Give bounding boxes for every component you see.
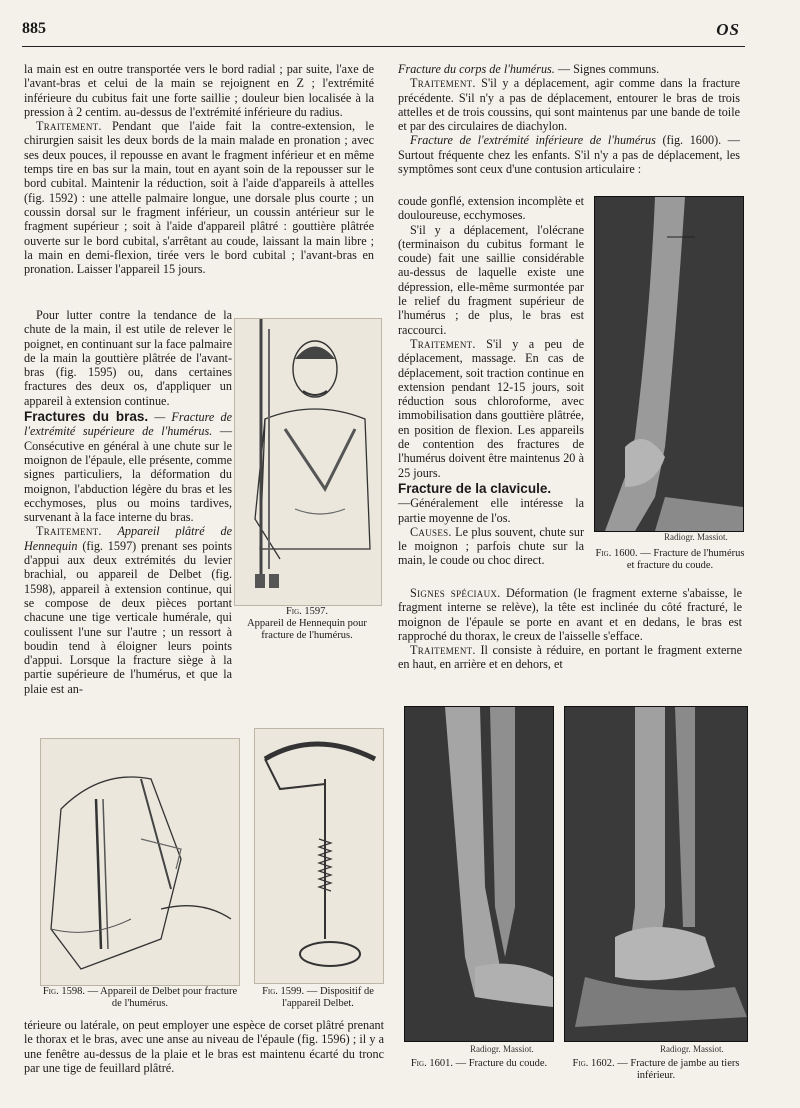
- section-label: Traitement.: [36, 524, 102, 539]
- figure-1599-illustration: [254, 728, 384, 984]
- paragraph-text: S'il y a peu de déplacement, massage. En cas de déplacement, soit traction continue en extension pendant 12-15 jours, soit réduction sous chloroforme, avec immobilisation dans gouttière plâtrée, en position de flexion. Les appareils de contention des fractures de l'humérus doivent être maintenus 20 à 25 jours.: [398, 336, 584, 480]
- figure-number: Fig. 1602.: [572, 1058, 615, 1069]
- section-label: Causes.: [410, 524, 452, 539]
- paragraph: [24, 119, 374, 276]
- paragraph: [398, 525, 584, 568]
- paragraph-text: Déformation (le fragment externe s'abaisse, le fragment interne se relève), la tête est inclinée du côté fracturé, le moignon de l'épaule se porte en avant et en dedans, le bras est rapproché du thorax, le creux de l'aisselle s'efface.: [398, 586, 742, 643]
- paragraph-text: Le plus souvent, chute sur le moignon ; parfois chute sur la main, le coude ou choc direct.: [398, 524, 584, 568]
- figure-1602-radiograph: [564, 706, 748, 1042]
- paragraph: [398, 76, 740, 133]
- leg-fracture-xray-image: [565, 707, 747, 1041]
- right-column-top: [398, 62, 740, 176]
- paragraph: —Généralement elle intéresse la partie moyenne de l'os.: [398, 496, 584, 525]
- caption-text: — Fracture du coude.: [452, 1058, 548, 1069]
- paragraph-text: S'il y a déplacement, agir comme dans la fracture précédente. S'il n'y a pas de déplacement, entourer le bras de trois attelles et de trois coussins, qui sont maintenus par une bande de toile et par des circulaires de diachylon.: [398, 76, 740, 134]
- figure-1601-caption: [404, 1058, 554, 1070]
- figure-1602-credit: Radiogr. Massiot.: [660, 1044, 724, 1054]
- paragraph: la main est en outre transportée vers le bord radial ; par suite, l'axe de l'avant-bras et celui de la main se rejoignent en Z ; l'extrémité inférieure du cubitus fait une forte saillie ; douleur bien localisée à la pression à 2 centim. au-dessus de l'extrémité inférieure du radius.: [24, 62, 374, 119]
- figure-1598-illustration: [40, 738, 240, 986]
- paragraph: [398, 586, 742, 643]
- delbet-device-drawing: [255, 729, 383, 983]
- subheading: — Fracture de l'extrémité supérieure de l'humérus.: [24, 410, 232, 439]
- caption-text: Appareil de Hennequin pour fracture de l'humérus.: [247, 618, 367, 641]
- subheading: Fracture du corps de l'humérus.: [398, 62, 555, 76]
- paragraph-text: (fig. 1597) prenant ses points d'appui aux deux extrémités du levier brachial, ou appareil de Delbet (fig. 1598), appareil à extension continue, qui se compose de deux pièces portant chacune une tige verticale humérale, qui coulissent l'une sur l'autre ; un ressort à boudin tend à éloigner leurs points d'appui. Lorsque la fracture siège à la partie supérieure de l'humérus, et que la plaie est an-: [24, 538, 232, 696]
- section-label: Traitement.: [36, 119, 102, 134]
- section-label: Signes spéciaux.: [410, 586, 501, 600]
- paragraph: [398, 643, 742, 672]
- figure-1601-credit: Radiogr. Massiot.: [470, 1044, 534, 1054]
- paragraph: S'il y a déplacement, l'olécrane (terminaison du cubitus formant le coude) fait une saillie considérable au-dessus de laquelle existe une dépression, elle-même surmontée par le relief du fragment supérieur de l'humérus ; de plus, le bras est raccourci.: [398, 222, 584, 337]
- page-number: 885: [22, 20, 46, 37]
- section-title: OS: [716, 20, 740, 39]
- figure-1597-illustration: [234, 318, 382, 606]
- figure-1602-caption: [566, 1058, 746, 1082]
- caption-text: — Fracture de jambe au tiers inférieur.: [614, 1058, 740, 1081]
- paragraph: [398, 133, 740, 176]
- paragraph-text: (fig. 1600). — Surtout fréquente chez les enfants. S'il n'y a pas de déplacement, les symptômes sont ceux d'une contusion articulaire :: [398, 133, 740, 177]
- left-column-bottom: [24, 1018, 384, 1075]
- paragraph-text: Il consiste à réduire, en portant le fragment externe en haut, en arrière et en dehors, et: [398, 643, 742, 672]
- paragraph-text: — Signes communs.: [554, 62, 660, 76]
- figure-1600-caption: [594, 548, 746, 572]
- figure-number: Fig. 1600.: [595, 548, 638, 559]
- paragraph: [24, 524, 232, 696]
- paragraph: térieure ou latérale, on peut employer une espèce de corset plâtré prenant le thorax et le bras, avec une anse au niveau de l'épaule (fig. 1596) ; il y a une fenêtre au-dessus de la plaie et le bras est maintenu écarté du tronc par une tige de feuillard plâtré.: [24, 1018, 384, 1075]
- header-rule: [22, 46, 745, 47]
- figure-number: Fig. 1597.: [285, 606, 329, 617]
- figure-1598-caption: [40, 986, 240, 1010]
- section-label: Traitement.: [410, 336, 476, 351]
- elbow-fracture-xray-image: [405, 707, 553, 1041]
- figure-1597-caption: [234, 606, 380, 642]
- figure-number: Fig. 1601.: [410, 1058, 453, 1069]
- emphasis: Appareil plâtré de Hennequin: [24, 524, 232, 553]
- caption-text: — Appareil de Delbet pour fracture de l'humérus.: [84, 986, 238, 1009]
- right-column-narrow: [398, 194, 584, 568]
- paragraph: [24, 410, 232, 524]
- section-label: Traitement.: [410, 643, 476, 658]
- figure-1600-radiograph: [594, 196, 744, 532]
- caption-text: — Fracture de l'humérus et fracture du coude.: [626, 548, 745, 571]
- figure-1599-caption: [252, 986, 384, 1010]
- paragraph: Pour lutter contre la tendance de la chute de la main, il est utile de relever le poignet, en continuant sur la face palmaire de la main la gouttière plâtrée de l'avant-bras (fig. 1595) ou, dans certaines fractures des deux os, d'appliquer un appareil à extension continue.: [24, 308, 232, 408]
- figure-number: Fig. 1598.: [42, 986, 85, 997]
- paragraph: coude gonflé, extension incomplète et douloureuse, ecchymoses.: [398, 194, 584, 223]
- left-column-narrow: [24, 308, 232, 696]
- subheading: Fracture de l'extrémité inférieure de l'humérus: [410, 133, 656, 148]
- figure-1600-credit: Radiogr. Massiot.: [664, 532, 728, 542]
- figure-1601-radiograph: [404, 706, 554, 1042]
- elbow-xray-image: [595, 197, 743, 531]
- paragraph: [398, 62, 740, 76]
- section-heading: Fractures du bras.: [24, 409, 149, 425]
- paragraph: [398, 337, 584, 480]
- caption-text: — Dispositif de l'appareil Delbet.: [282, 986, 374, 1009]
- section-label: Traitement.: [410, 76, 476, 91]
- hennequin-apparatus-drawing: [235, 319, 381, 605]
- delbet-apparatus-drawing: [41, 739, 239, 985]
- figure-number: Fig. 1599.: [262, 986, 305, 997]
- section-heading: Fracture de la clavicule.: [398, 480, 552, 496]
- right-column-full: [398, 586, 742, 672]
- paragraph-text: — Consécutive en général à une chute sur le moignon de l'épaule, elle présente, comme signes particuliers, la déformation du moignon, l'abduction légère du bras et les ecchymoses, plus ou moins tardives, survenant à la face interne du bras.: [24, 424, 233, 525]
- paragraph-text: Pendant que l'aide fait la contre-extension, le chirurgien saisit les deux bords de la main malade en pronation ; avec ses deux pouces, il repousse en avant le fragment inférieur et en même temps tire en bas sur la main, tout en ayant soin de la repousser sur le bord cubital. Maintenir la réduction, soit à l'aide d'appareils à attelles (fig. 1592) : une attelle palmaire longue, une dorsale plus courte ; un coussin dorsal sur le fragment inférieur, un coussin antérieur sur le fragment supérieur ; soit à l'aide d'appareil plâtré : gouttière plâtrée ouverte sur le bord cubital, s'arrêtant au coude, laissant la main libre ; la main en demi-flexion, tirée vers le bord cubital ; l'avant-bras en pronation. Laisser l'appareil 15 jours.: [24, 119, 374, 277]
- paragraph: [398, 482, 584, 496]
- left-column-top: [24, 62, 374, 276]
